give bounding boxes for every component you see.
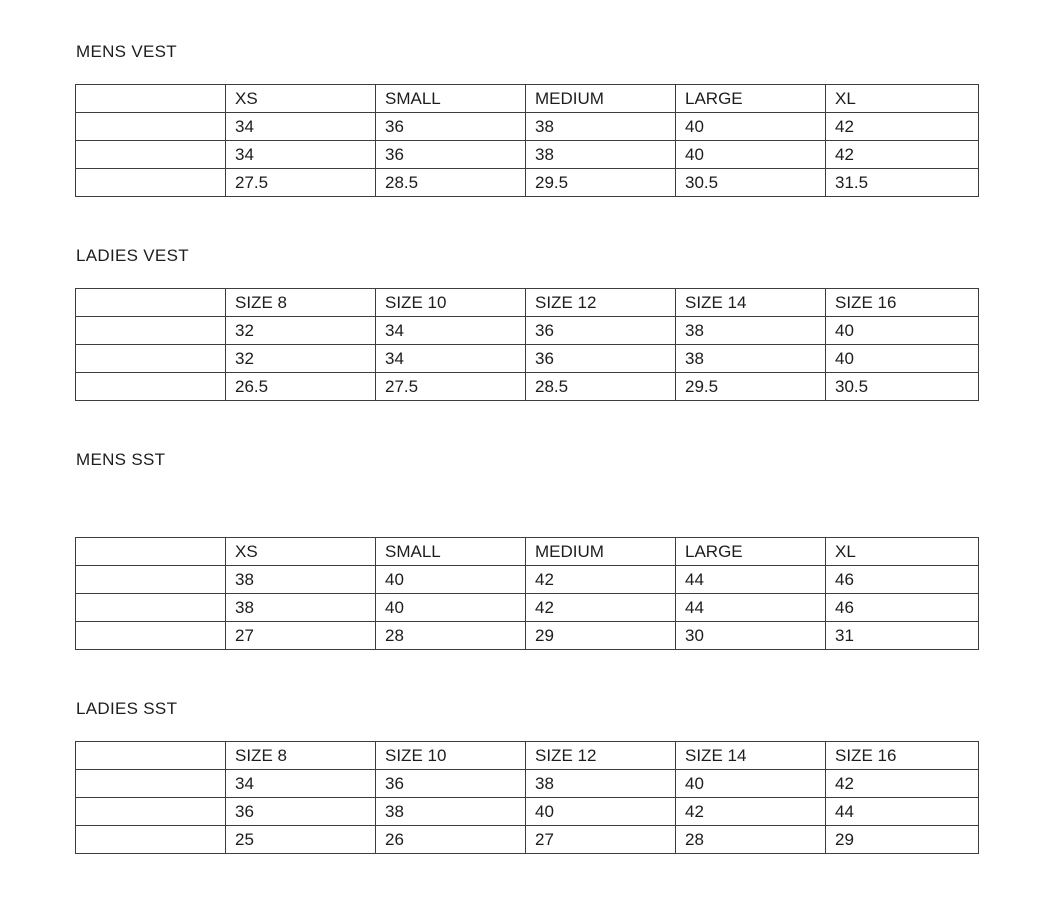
table-row (76, 594, 979, 622)
table-cell: 36 (526, 317, 676, 345)
table-cell: 30.5 (826, 373, 979, 401)
table-header-cell: SIZE 8 (226, 289, 376, 317)
table-cell: 26 (376, 826, 526, 854)
table-header-cell: XL (826, 538, 979, 566)
table-cell (76, 622, 226, 650)
table-row (76, 113, 979, 141)
table-cell: 42 (526, 566, 676, 594)
table-cell: 34 (226, 113, 376, 141)
section-title-ladies-sst: LADIES SST (76, 699, 178, 718)
table-header-cell: LARGE (676, 538, 826, 566)
table-header-cell (76, 85, 226, 113)
table-cell: 38 (376, 798, 526, 826)
table-cell: 40 (376, 594, 526, 622)
table-cell: 40 (826, 345, 979, 373)
table-cell: 40 (676, 770, 826, 798)
table-cell: 40 (826, 317, 979, 345)
table-header-row (76, 85, 979, 113)
table-cell: 40 (376, 566, 526, 594)
table-cell: 38 (226, 566, 376, 594)
table-header-cell: LARGE (676, 85, 826, 113)
table-cell: 27 (226, 622, 376, 650)
table-cell (76, 169, 226, 197)
table-cell: 38 (676, 317, 826, 345)
table-cell: 34 (376, 345, 526, 373)
table-cell: 38 (226, 594, 376, 622)
table-cell: 36 (226, 798, 376, 826)
table-cell: 46 (826, 594, 979, 622)
table-cell: 34 (226, 141, 376, 169)
table-cell: 27.5 (226, 169, 376, 197)
table-cell: 46 (826, 566, 979, 594)
table-header-cell: SMALL (376, 538, 526, 566)
section-mens-vest (75, 43, 978, 197)
table-cell (76, 141, 226, 169)
table-header-cell: SMALL (376, 85, 526, 113)
table-cell (76, 317, 226, 345)
table-header-cell (76, 742, 226, 770)
table-cell: 42 (526, 594, 676, 622)
table-header-row (76, 289, 979, 317)
table-cell: 44 (826, 798, 979, 826)
table-cell: 42 (676, 798, 826, 826)
table-row (76, 141, 979, 169)
table-cell: 31.5 (826, 169, 979, 197)
table-row (76, 566, 979, 594)
table-cell: 27 (526, 826, 676, 854)
table-cell: 32 (226, 345, 376, 373)
table-cell: 38 (676, 345, 826, 373)
section-title-mens-vest: MENS VEST (76, 42, 177, 61)
table-cell: 38 (526, 770, 676, 798)
table-cell: 30.5 (676, 169, 826, 197)
table-cell: 36 (376, 770, 526, 798)
table-cell: 42 (826, 113, 979, 141)
section-title-mens-sst: MENS SST (76, 450, 166, 469)
table-cell: 29.5 (676, 373, 826, 401)
table-header-cell: SIZE 16 (826, 742, 979, 770)
table-header-cell (76, 289, 226, 317)
table-header-cell: SIZE 10 (376, 289, 526, 317)
table-header-cell: MEDIUM (526, 85, 676, 113)
table-cell: 36 (376, 113, 526, 141)
table-row (76, 826, 979, 854)
table-header-cell: SIZE 10 (376, 742, 526, 770)
table-cell: 40 (676, 113, 826, 141)
size-table-ladies-sst (75, 741, 979, 854)
table-cell: 36 (526, 345, 676, 373)
table-row (76, 169, 979, 197)
size-table-mens-vest (75, 84, 979, 197)
table-cell: 40 (676, 141, 826, 169)
table-header-cell: XL (826, 85, 979, 113)
table-cell: 44 (676, 566, 826, 594)
table-header-cell: XS (226, 538, 376, 566)
table-cell: 34 (226, 770, 376, 798)
table-cell: 34 (376, 317, 526, 345)
table-header-cell: MEDIUM (526, 538, 676, 566)
table-cell: 38 (526, 141, 676, 169)
table-cell: 42 (826, 770, 979, 798)
table-header-cell: XS (226, 85, 376, 113)
table-cell: 40 (526, 798, 676, 826)
table-header-row (76, 538, 979, 566)
table-cell (76, 373, 226, 401)
table-header-cell (76, 538, 226, 566)
table-cell (76, 798, 226, 826)
table-header-cell: SIZE 12 (526, 289, 676, 317)
table-cell (76, 770, 226, 798)
table-cell: 36 (376, 141, 526, 169)
table-header-cell: SIZE 16 (826, 289, 979, 317)
section-title-ladies-vest: LADIES VEST (76, 246, 189, 265)
table-header-cell: SIZE 14 (676, 742, 826, 770)
table-cell: 38 (526, 113, 676, 141)
table-cell (76, 566, 226, 594)
table-cell: 25 (226, 826, 376, 854)
section-mens-sst (75, 451, 978, 650)
table-row (76, 622, 979, 650)
table-cell: 28.5 (376, 169, 526, 197)
table-row (76, 373, 979, 401)
table-cell: 30 (676, 622, 826, 650)
section-ladies-sst (75, 700, 978, 854)
table-cell: 27.5 (376, 373, 526, 401)
table-header-cell: SIZE 8 (226, 742, 376, 770)
table-row (76, 798, 979, 826)
table-cell: 42 (826, 141, 979, 169)
table-row (76, 345, 979, 373)
table-cell: 26.5 (226, 373, 376, 401)
size-table-ladies-vest (75, 288, 979, 401)
table-cell (76, 594, 226, 622)
table-cell (76, 113, 226, 141)
table-cell: 32 (226, 317, 376, 345)
size-table-mens-sst (75, 537, 979, 650)
table-header-row (76, 742, 979, 770)
table-cell: 29 (826, 826, 979, 854)
table-cell (76, 345, 226, 373)
section-ladies-vest (75, 247, 978, 401)
table-header-cell: SIZE 14 (676, 289, 826, 317)
table-header-cell: SIZE 12 (526, 742, 676, 770)
table-cell: 44 (676, 594, 826, 622)
table-cell: 28.5 (526, 373, 676, 401)
table-cell: 28 (676, 826, 826, 854)
table-row (76, 317, 979, 345)
table-cell: 31 (826, 622, 979, 650)
table-row (76, 770, 979, 798)
table-cell (76, 826, 226, 854)
table-cell: 28 (376, 622, 526, 650)
table-cell: 29.5 (526, 169, 676, 197)
table-cell: 29 (526, 622, 676, 650)
